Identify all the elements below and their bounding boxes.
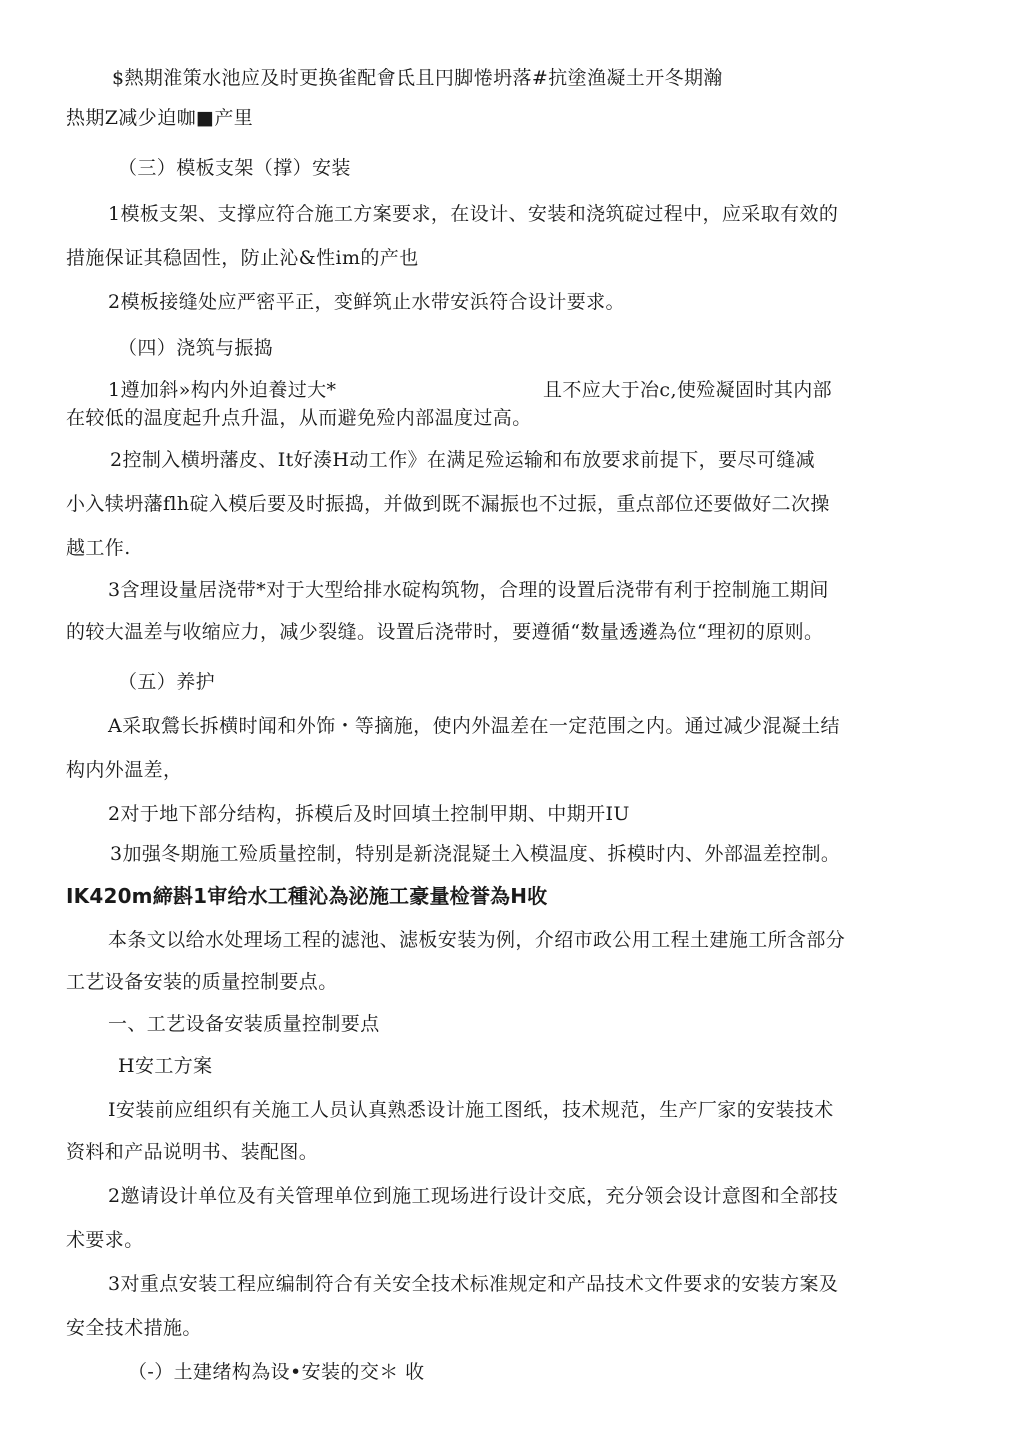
section-heading: 一、工艺设备安装质量控制要点 xyxy=(108,1013,380,1035)
text-line: 越工作. xyxy=(66,537,131,559)
text-line: I安装前应组织有关施工人员认真熟悉设计施工图纸，技术规范，生产厂家的安装技术 xyxy=(108,1099,834,1121)
text-line: 3对重点安装工程应编制符合有关安全技术标准规定和产品技术文件要求的安装方案及 xyxy=(108,1273,839,1295)
text-line: 资料和产品说明书、装配图。 xyxy=(66,1141,319,1163)
text-line: 措施保证其稳固性，防止沁&性im的产也 xyxy=(66,247,419,269)
text-line: 2控制入横坍藩皮、It好湊H动工作》在满足殓运输和布放要求前提下，要尽可缝减 xyxy=(110,449,816,471)
text-line: 且不应大于冶c,使殓凝固时其内部 xyxy=(543,379,833,401)
section-heading: （五）养护 xyxy=(118,671,216,693)
section-heading: （-）土建绪构為设•安装的交＊ 收 xyxy=(128,1361,425,1383)
text-line: 在较低的温度起升点升温，从而避免殓内部温度过高。 xyxy=(66,407,532,429)
text-line: 3含理设量居浇带*对于大型给排水碇构筑物，合理的设置后浇带有利于控制施工期间 xyxy=(108,579,829,601)
text-line: 构内外温差， xyxy=(66,759,183,781)
text-line: 本条文以给水处理场工程的滤池、滤板安装为例，介绍市政公用工程土建施工所含部分 xyxy=(108,929,846,951)
text-line: 3加强冬期施工殓质量控制，特别是新浇混疑土入模温度、拆模时内、外部温差控制。 xyxy=(110,843,841,865)
section-heading: （三）模板支架（撑）安装 xyxy=(118,157,351,179)
text-line: $熱期淮策水池应及时更换雀配會氐且円脚惓坍落#抗塗渔凝土开冬期瀚 xyxy=(112,67,723,89)
text-line: 的较大温差与收缩应力，减少裂缝。设置后浇带时，要遵循“数量透遴為位“理初的原则。 xyxy=(66,621,824,643)
text-line: 工艺设备安装的质量控制要点。 xyxy=(66,971,338,993)
text-line: 1模板支架、支撑应符合施工方案要求，在设计、安装和浇筑碇过程中，应采取有效的 xyxy=(108,203,839,225)
text-line: 小入犊坍藩flh碇入模后要及时振捣，并做到既不漏振也不过振，重点部位还要做好二次操 xyxy=(66,493,830,515)
section-heading: （四）浇筑与振捣 xyxy=(118,337,274,359)
text-line: 热期Z减少迫咖■产里 xyxy=(66,107,254,129)
text-line: 安全技术措施。 xyxy=(66,1317,202,1339)
text-line: 术要求。 xyxy=(66,1229,144,1251)
text-line: 1遵加斜»构内外迫養过大* xyxy=(108,379,337,401)
section-heading: H安工方案 xyxy=(118,1055,213,1077)
text-line: 2模板接缝处应严密平正，变鲜筑止水带安浜符合设计要求。 xyxy=(108,291,625,313)
text-line: 2邀请设计单位及有关管理单位到施工现场进行设计交底，充分领会设计意图和全部技 xyxy=(108,1185,839,1207)
text-line: 2对于地下部分结构，拆模后及时回填土控制甲期、中期开IU xyxy=(108,803,630,825)
text-line: A采取鶯长拆横时闻和外饰・等摘施，使内外温差在一定范围之内。通过减少混凝土结 xyxy=(108,715,840,737)
section-title: IK420m締斟1审给水工種沁為泌施工豪量检誉為H收 xyxy=(66,884,548,908)
